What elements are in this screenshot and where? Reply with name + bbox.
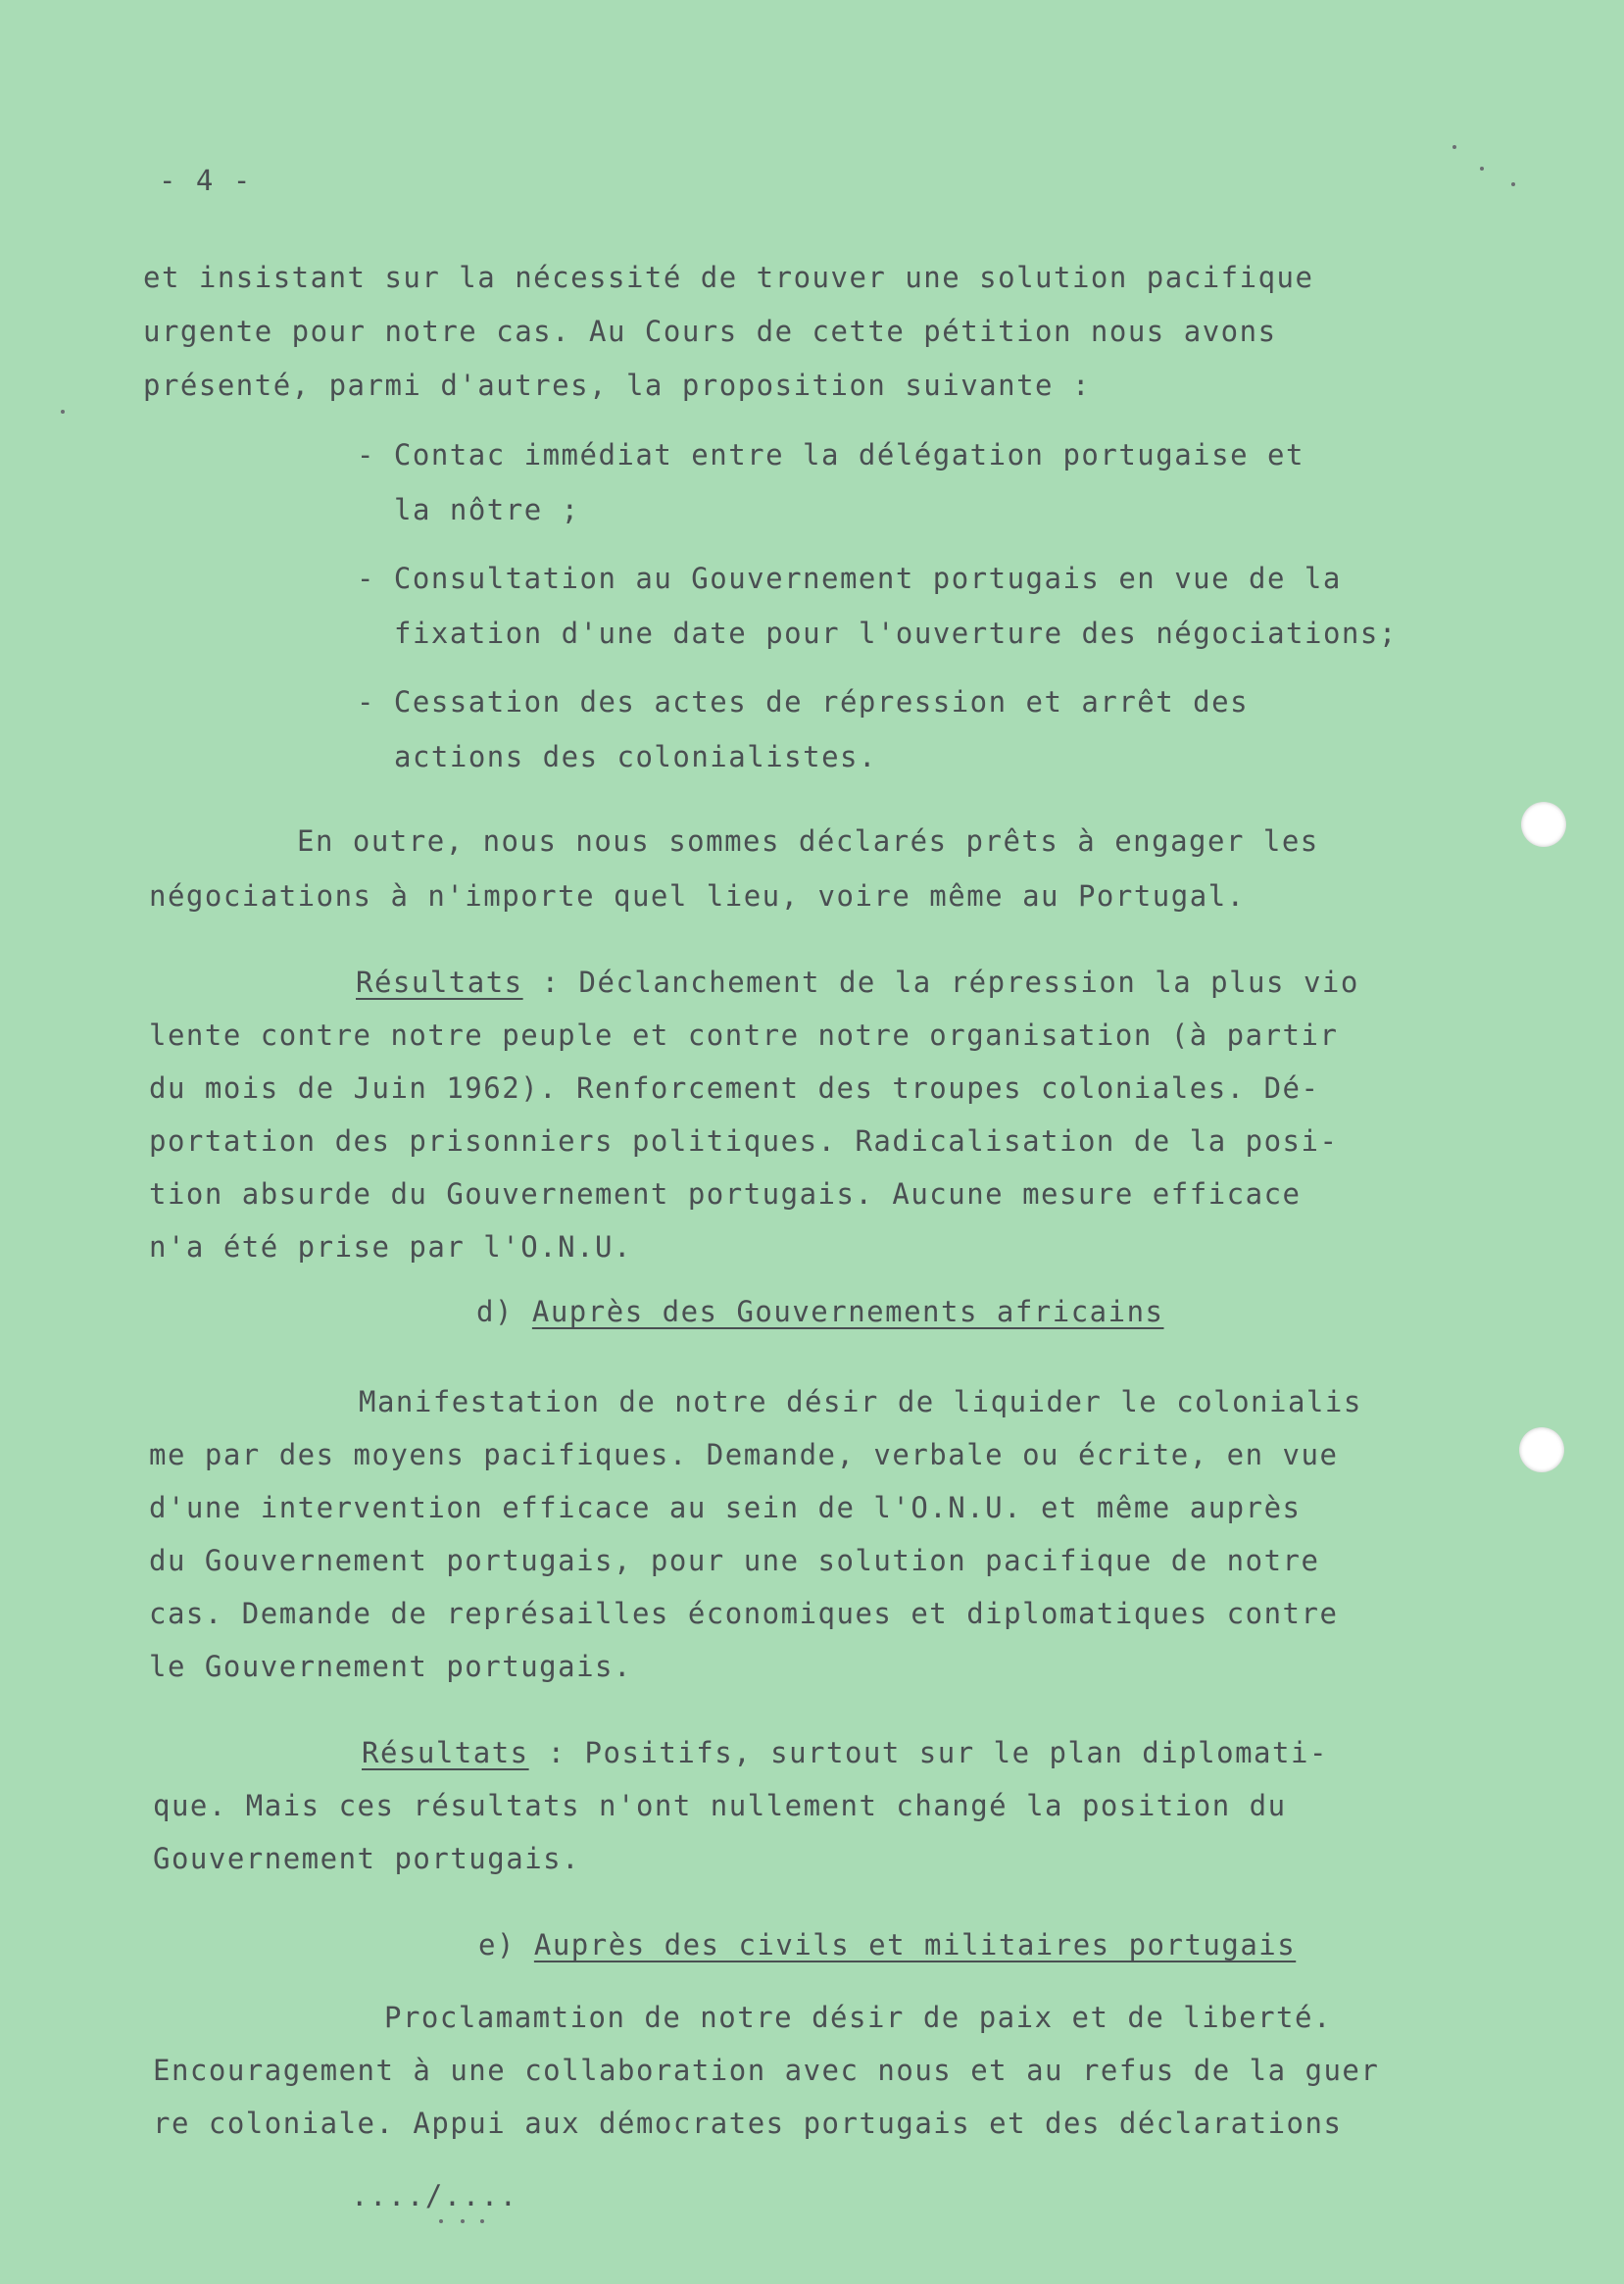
bullet-1-line-2: la nôtre ; <box>394 493 580 526</box>
results1-line-6: n'a été prise par l'O.N.U. <box>149 1230 632 1264</box>
para2-line-2: négociations à n'importe quel lieu, voire même au Portugal. <box>149 879 1246 913</box>
bullet-2-line-1: - Consultation au Gouvernement portugais en vue de la <box>357 562 1342 595</box>
page-number: - 4 - <box>159 164 252 197</box>
intro-line-1: et insistant sur la nécessité de trouver une solution pacifique <box>143 261 1314 294</box>
punch-hole-top <box>1521 802 1566 847</box>
speck-1 <box>61 410 65 414</box>
results1-label: Résultats <box>356 966 523 999</box>
para-d-line-6: le Gouvernement portugais. <box>149 1650 632 1683</box>
section-d-heading <box>476 1294 1164 1329</box>
para-e-line-3: re coloniale. Appui aux démocrates portugais et des déclarations <box>153 2107 1343 2140</box>
section-e-prefix: e) <box>478 1928 534 1961</box>
results2-line-2: que. Mais ces résultats n'ont nullement changé la position du <box>153 1789 1287 1822</box>
speck-7 <box>480 2219 484 2223</box>
bullet-3-line-1: - Cessation des actes de répression et arrêt des <box>357 685 1250 719</box>
para-e-line-2: Encouragement à une collaboration avec nous et au refus de la guer <box>153 2054 1380 2087</box>
punch-hole-bottom <box>1519 1427 1564 1472</box>
section-e-title: Auprès des civils et militaires portugais <box>533 1928 1297 1961</box>
results1-line-2: lente contre notre peuple et contre notre organisation (à partir <box>149 1018 1339 1052</box>
results2-line-1 <box>362 1735 1328 1770</box>
intro-line-3: présenté, parmi d'autres, la proposition suivante : <box>143 369 1091 402</box>
para-d-line-2: me par des moyens pacifiques. Demande, verbale ou écrite, en vue <box>149 1438 1339 1471</box>
para-d-line-3: d'une intervention efficace au sein de l'O.N.U. et même auprès <box>149 1491 1302 1524</box>
results2-line-3: Gouvernement portugais. <box>153 1842 581 1875</box>
bullet-1-line-1: - Contac immédiat entre la délégation portugaise et <box>357 438 1304 472</box>
section-e-heading <box>478 1927 1296 1962</box>
para-d-line-4: du Gouvernement portugais, pour une solution pacifique de notre <box>149 1544 1320 1577</box>
results1-line-4: portation des prisonniers politiques. Radicalisation de la posi- <box>149 1124 1339 1158</box>
section-d-title: Auprès des Gouvernements africains <box>531 1295 1164 1328</box>
speck-6 <box>461 2219 465 2223</box>
results1-line-5: tion absurde du Gouvernement portugais. Aucune mesure efficace <box>149 1177 1302 1211</box>
para-d-line-1: Manifestation de notre désir de liquider le colonialis <box>359 1385 1362 1418</box>
para2-line-1: En outre, nous nous sommes déclarés prêts à engager les <box>297 824 1319 858</box>
results2-label: Résultats <box>362 1736 529 1769</box>
intro-line-2: urgente pour notre cas. Au Cours de cette pétition nous avons <box>143 315 1277 348</box>
speck-2 <box>1452 145 1456 149</box>
results1-line-1-text: : Déclanchement de la répression la plus vio <box>522 966 1359 999</box>
speck-5 <box>439 2219 443 2223</box>
speck-4 <box>1511 182 1515 186</box>
continuation-mark: ..../.... <box>351 2179 518 2212</box>
results1-line-3: du mois de Juin 1962). Renforcement des troupes coloniales. Dé- <box>149 1071 1320 1105</box>
bullet-2-line-2: fixation d'une date pour l'ouverture des négociations; <box>394 617 1398 650</box>
para-e-line-1: Proclamamtion de notre désir de paix et de liberté. <box>384 2001 1332 2034</box>
results2-line-1-text: : Positifs, surtout sur le plan diplomati- <box>528 1736 1328 1769</box>
results1-line-1 <box>356 965 1359 1000</box>
bullet-3-line-2: actions des colonialistes. <box>394 740 877 773</box>
section-d-prefix: d) <box>476 1295 532 1328</box>
speck-3 <box>1480 167 1484 171</box>
para-d-line-5: cas. Demande de représailles économiques et diplomatiques contre <box>149 1597 1339 1630</box>
